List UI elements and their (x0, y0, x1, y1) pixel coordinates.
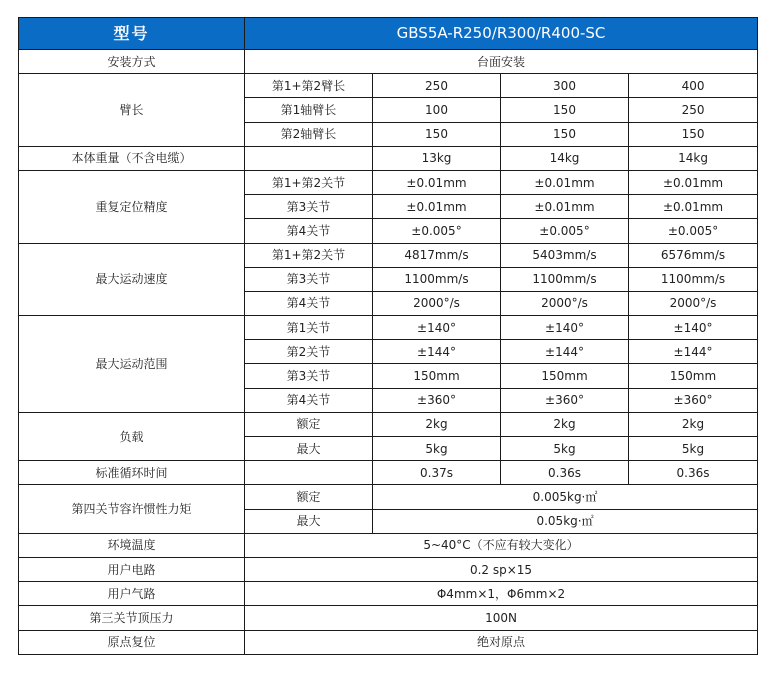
value: 绝对原点 (245, 630, 758, 654)
value: 150 (373, 122, 501, 146)
sub-label: 第4关节 (245, 219, 373, 243)
value: ±0.01mm (501, 195, 629, 219)
value: 0.05kg·㎡ (373, 509, 758, 533)
row-payload (19, 412, 758, 436)
value: Φ4mm×1，Φ6mm×2 (245, 582, 758, 606)
value: ±144° (373, 340, 501, 364)
sub-label: 第1+第2关节 (245, 243, 373, 267)
row-temperature (19, 533, 758, 557)
value: 2kg (501, 412, 629, 436)
value: ±0.01mm (501, 170, 629, 194)
sub-label: 第3关节 (245, 364, 373, 388)
value: 5~40°C（不应有较大变化） (245, 533, 758, 557)
row-homing (19, 630, 758, 654)
label: 最大运动速度 (19, 243, 245, 316)
value: ±0.01mm (629, 195, 758, 219)
value: 150mm (629, 364, 758, 388)
value: ±0.005° (629, 219, 758, 243)
value: 250 (373, 74, 501, 98)
sub-label: 第4关节 (245, 291, 373, 315)
row-cycle (19, 461, 758, 485)
value: 150mm (501, 364, 629, 388)
label: 安装方式 (19, 50, 245, 74)
value: ±0.01mm (629, 170, 758, 194)
label: 最大运动范围 (19, 316, 245, 413)
sub-label: 第4关节 (245, 388, 373, 412)
sub-label: 额定 (245, 485, 373, 509)
sub-label: 第2关节 (245, 340, 373, 364)
value: 1100mm/s (629, 267, 758, 291)
value: 2kg (373, 412, 501, 436)
row-speed (19, 243, 758, 267)
value: ±140° (373, 316, 501, 340)
value: ±144° (629, 340, 758, 364)
value: 13kg (373, 146, 501, 170)
row-mount (19, 50, 758, 74)
row-arm (19, 74, 758, 98)
sub-label: 最大 (245, 509, 373, 533)
sub-label: 额定 (245, 412, 373, 436)
value: 0.37s (373, 461, 501, 485)
value: 1100mm/s (501, 267, 629, 291)
value: 100N (245, 606, 758, 630)
value: 5kg (501, 437, 629, 461)
row-repeatability (19, 170, 758, 194)
label: 臂长 (19, 74, 245, 147)
sub-label: 第3关节 (245, 195, 373, 219)
value: 2000°/s (501, 291, 629, 315)
value: ±140° (629, 316, 758, 340)
value: ±0.01mm (373, 170, 501, 194)
sub-label: 第3关节 (245, 267, 373, 291)
sub-label: 最大 (245, 437, 373, 461)
value: 0.36s (629, 461, 758, 485)
row-user-air (19, 582, 758, 606)
sub-label: 第1关节 (245, 316, 373, 340)
value: 5kg (373, 437, 501, 461)
value: 300 (501, 74, 629, 98)
sub-label: 第1轴臂长 (245, 98, 373, 122)
value: 150mm (373, 364, 501, 388)
value: ±360° (629, 388, 758, 412)
label: 负载 (19, 412, 245, 460)
value: ±0.005° (501, 219, 629, 243)
label: 第三关节顶压力 (19, 606, 245, 630)
row-weight (19, 146, 758, 170)
value: 0.2 sp×15 (245, 557, 758, 581)
value: 5kg (629, 437, 758, 461)
row-j3-force (19, 606, 758, 630)
value: ±140° (501, 316, 629, 340)
label: 原点复位 (19, 630, 245, 654)
sub-label: 第1+第2关节 (245, 170, 373, 194)
label: 本体重量（不含电缆） (19, 146, 245, 170)
value: 1100mm/s (373, 267, 501, 291)
empty-cell (245, 146, 373, 170)
value: 4817mm/s (373, 243, 501, 267)
value: 5403mm/s (501, 243, 629, 267)
label: 用户气路 (19, 582, 245, 606)
row-range (19, 316, 758, 340)
value: 2000°/s (373, 291, 501, 315)
row-user-circuit (19, 557, 758, 581)
value: 6576mm/s (629, 243, 758, 267)
empty-cell (245, 461, 373, 485)
model-label: 型号 (19, 18, 245, 50)
value: 250 (629, 98, 758, 122)
label: 用户电路 (19, 557, 245, 581)
value: ±0.005° (373, 219, 501, 243)
value: 14kg (629, 146, 758, 170)
value: 150 (501, 122, 629, 146)
label: 重复定位精度 (19, 170, 245, 243)
value: 14kg (501, 146, 629, 170)
value: 2000°/s (629, 291, 758, 315)
value: ±360° (501, 388, 629, 412)
value: 150 (629, 122, 758, 146)
label: 第四关节容许惯性力矩 (19, 485, 245, 533)
value: 0.36s (501, 461, 629, 485)
value: 2kg (629, 412, 758, 436)
model-name: GBS5A-R250/R300/R400-SC (245, 18, 758, 50)
value: 0.005kg·㎡ (373, 485, 758, 509)
value: ±144° (501, 340, 629, 364)
value: 台面安装 (245, 50, 758, 74)
sub-label: 第2轴臂长 (245, 122, 373, 146)
row-inertia (19, 485, 758, 509)
value: ±0.01mm (373, 195, 501, 219)
value: 100 (373, 98, 501, 122)
header-row (19, 18, 758, 50)
value: ±360° (373, 388, 501, 412)
sub-label: 第1+第2臂长 (245, 74, 373, 98)
label: 环境温度 (19, 533, 245, 557)
label: 标准循环时间 (19, 461, 245, 485)
value: 150 (501, 98, 629, 122)
value: 400 (629, 74, 758, 98)
spec-table (18, 17, 758, 655)
